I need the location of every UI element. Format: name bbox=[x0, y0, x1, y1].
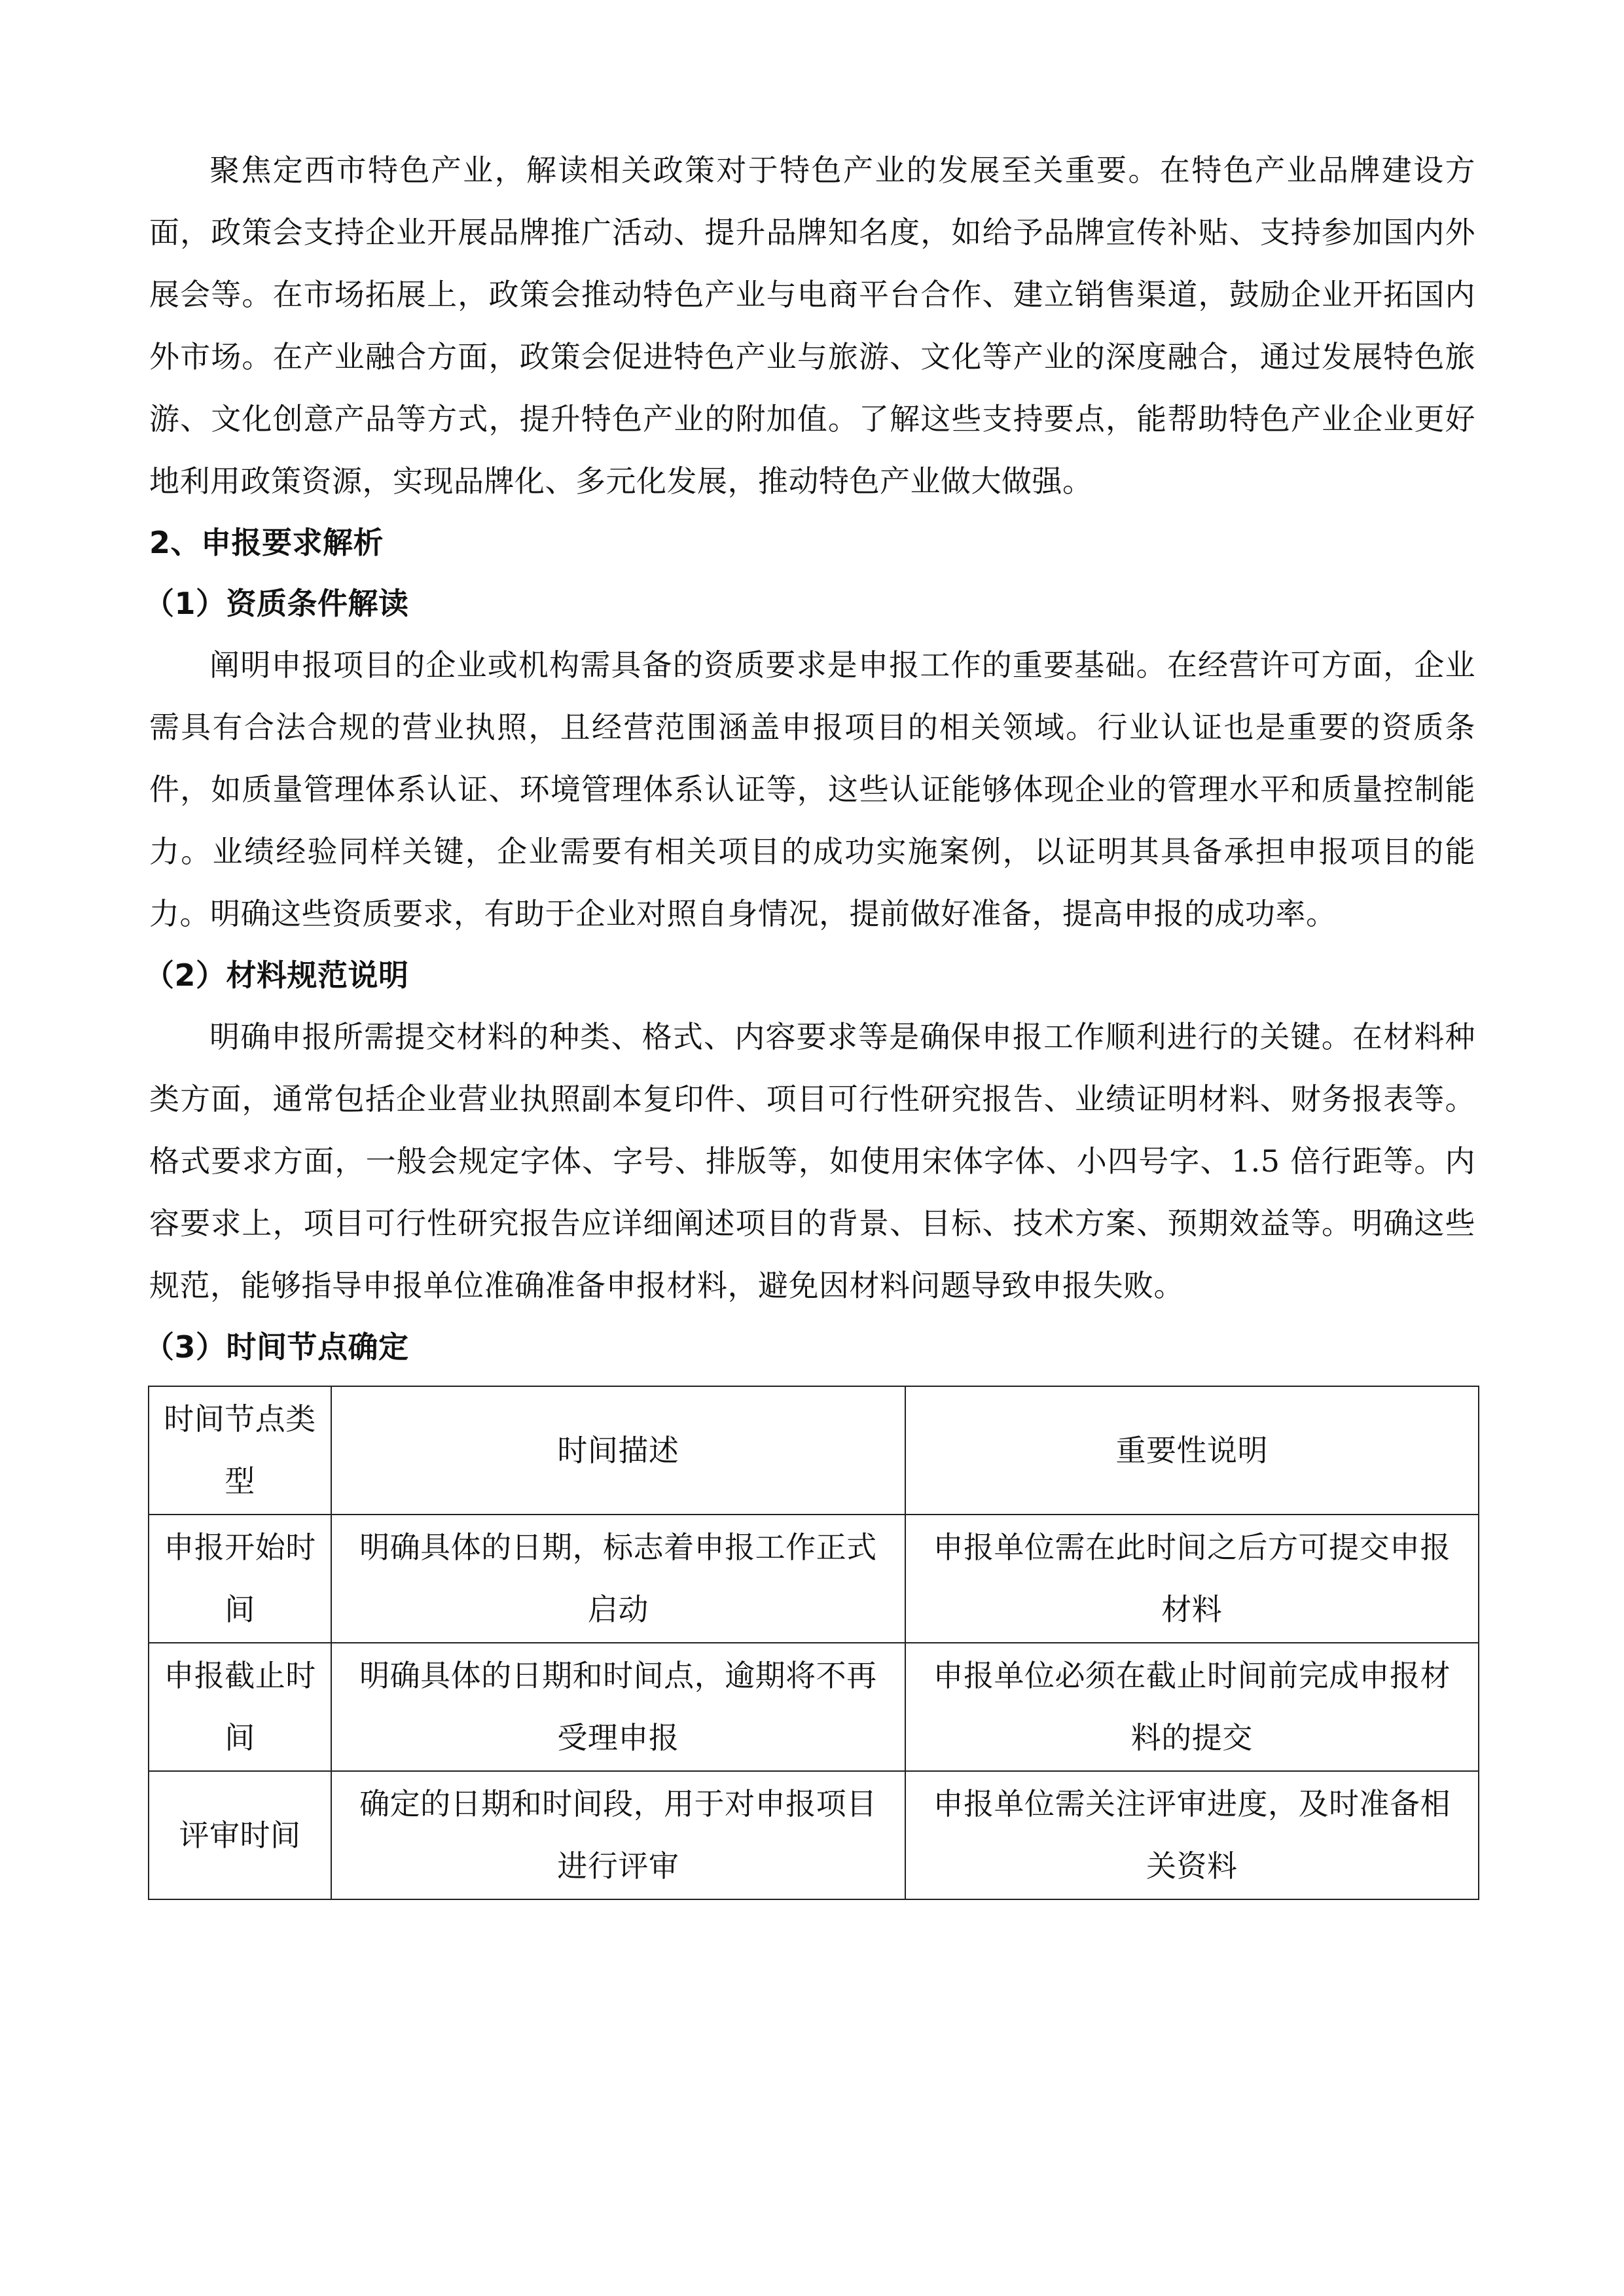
table-header-row bbox=[149, 1386, 1479, 1515]
timeline-table bbox=[148, 1386, 1479, 1900]
table-row bbox=[149, 1515, 1479, 1643]
table-cell: 申报截止时间 bbox=[149, 1643, 331, 1771]
subsection-1-heading: （1）资质条件解读 bbox=[144, 586, 409, 621]
table-cell: 确定的日期和时间段，用于对申报项目进行评审 bbox=[331, 1771, 905, 1899]
subsection-2-heading: （2）材料规范说明 bbox=[144, 958, 409, 993]
table-row bbox=[149, 1643, 1479, 1771]
table-cell: 申报单位必须在截止时间前完成申报材料的提交 bbox=[905, 1643, 1479, 1771]
qualification-paragraph: 阐明申报项目的企业或机构需具备的资质要求是申报工作的重要基础。在经营许可方面，企业需具有合法合规的营业执照，且经营范围涵盖申报项目的相关领域。行业认证也是重要的资质条件，如质量管理体系认证、环境管理体系认证等，这些认证能够体现企业的管理水平和质量控制能力。业绩经验同样关键，企业需要有相关项目的成功实施案例，以证明其具备承担申报项目的能力。明确这些资质要求，有助于企业对照自身情况，提前做好准备，提高申报的成功率。 bbox=[149, 647, 1475, 931]
table-header-cell: 时间描述 bbox=[331, 1386, 905, 1515]
table-header-cell: 重要性说明 bbox=[905, 1386, 1479, 1515]
table-cell: 明确具体的日期和时间点，逾期将不再受理申报 bbox=[331, 1643, 905, 1771]
section-2-heading: 2、申报要求解析 bbox=[149, 525, 384, 560]
table-cell: 评审时间 bbox=[149, 1771, 331, 1899]
table-cell: 申报开始时间 bbox=[149, 1515, 331, 1643]
subsection-3-heading: （3）时间节点确定 bbox=[144, 1329, 409, 1365]
table-header-cell: 时间节点类型 bbox=[149, 1386, 331, 1515]
materials-paragraph: 明确申报所需提交材料的种类、格式、内容要求等是确保申报工作顺利进行的关键。在材料种类方面，通常包括企业营业执照副本复印件、项目可行性研究报告、业绩证明材料、财务报表等。格式要求方面，一般会规定字体、字号、排版等，如使用宋体字体、小四号字、1.5 倍行距等。内容要求上，项目可行性研究报告应详细阐述项目的背景、目标、技术方案、预期效益等。明确这些规范，能够指导申报单位准确准备申报材料，避免因材料问题导致申报失败。 bbox=[149, 1019, 1475, 1303]
intro-paragraph: 聚焦定西市特色产业，解读相关政策对于特色产业的发展至关重要。在特色产业品牌建设方面，政策会支持企业开展品牌推广活动、提升品牌知名度，如给予品牌宣传补贴、支持参加国内外展会等。在市场拓展上，政策会推动特色产业与电商平台合作、建立销售渠道，鼓励企业开拓国内外市场。在产业融合方面，政策会促进特色产业与旅游、文化等产业的深度融合，通过发展特色旅游、文化创意产品等方式，提升特色产业的附加值。了解这些支持要点，能帮助特色产业企业更好地利用政策资源，实现品牌化、多元化发展，推动特色产业做大做强。 bbox=[149, 152, 1475, 499]
table-row bbox=[149, 1771, 1479, 1899]
document-body bbox=[144, 139, 1475, 1900]
table-cell: 申报单位需关注评审进度，及时准备相关资料 bbox=[905, 1771, 1479, 1899]
table-cell: 申报单位需在此时间之后方可提交申报材料 bbox=[905, 1515, 1479, 1643]
table-cell: 明确具体的日期，标志着申报工作正式启动 bbox=[331, 1515, 905, 1643]
